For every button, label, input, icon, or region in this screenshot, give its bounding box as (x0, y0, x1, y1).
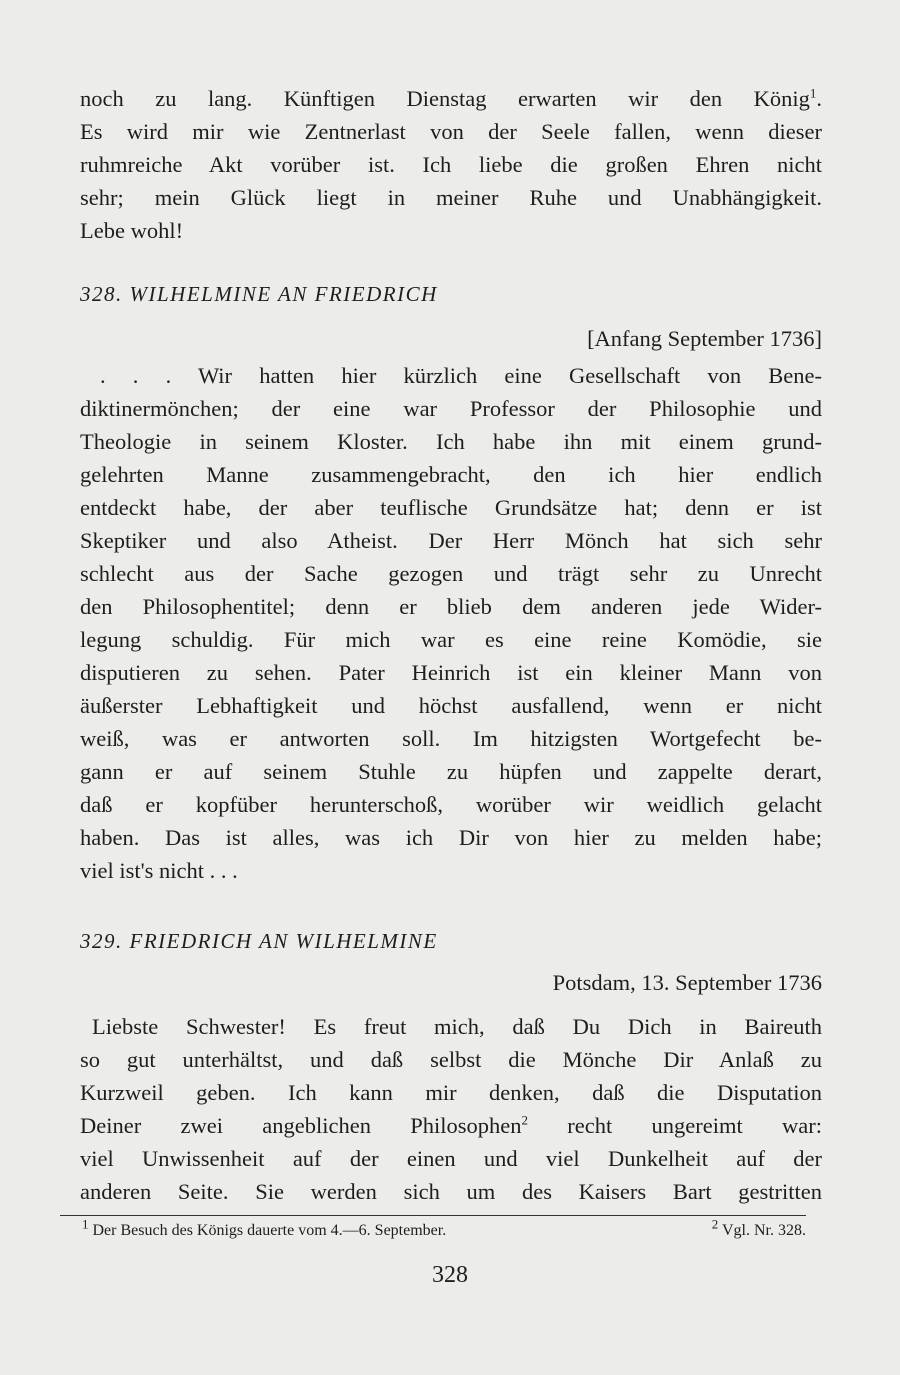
text-line: Es wird mir wie Zentnerlast von der Seele fallen, wenn dieser (80, 119, 822, 144)
letter-329-date: Potsdam, 13. September 1736 (552, 970, 822, 995)
text-line: weiß, was er antworten soll. Im hitzigsten Wortgefecht be- (80, 726, 822, 751)
text-line: disputieren zu sehen. Pater Heinrich ist ein kleiner Mann von (80, 660, 822, 685)
text-line: Deiner zwei angeblichen Philosophen$^2$ recht ungereimt war: (80, 1112, 822, 1138)
letter-328-heading: 328. WILHELMINE AN FRIEDRICH (80, 282, 438, 306)
text-line: gelehrten Manne zusammengebracht, den ich hier endlich (80, 462, 822, 487)
text-line: anderen Seite. Sie werden sich um des Kaisers Bart gestritten (80, 1179, 822, 1204)
page-number: 328 (432, 1262, 468, 1288)
footnote-ref: 2 (521, 1112, 528, 1128)
intro-paragraph (80, 82, 822, 247)
text-line: den Philosophentitel; denn er blieb dem anderen jede Wider- (80, 594, 822, 619)
text-line: entdeckt habe, der aber teuflische Grundsätze hat; denn er ist (80, 495, 822, 520)
letter-328-date: [Anfang September 1736] (587, 326, 822, 351)
footnote-1: $^1$ Der Besuch des Königs dauerte vom 4.—6. September. (82, 1216, 447, 1239)
text-line: diktinermönchen; der eine war Professor der Philosophie und (80, 396, 822, 421)
text-line: viel Unwissenheit auf der einen und viel Dunkelheit auf der (80, 1146, 822, 1171)
letter-329-heading: 329. FRIEDRICH AN WILHELMINE (80, 929, 438, 953)
text-line: Kurzweil geben. Ich kann mir denken, daß die Disputation (80, 1080, 822, 1105)
text-line: sehr; mein Glück liegt in meiner Ruhe und Unabhängigkeit. (80, 185, 822, 210)
text-line: äußerster Lebhaftigkeit und höchst ausfallend, wenn er nicht (80, 693, 822, 718)
text-line: Skeptiker und also Atheist. Der Herr Mönch hat sich sehr (80, 528, 822, 553)
text-line: Liebste Schwester! Es freut mich, daß Du Dich in Baireuth (92, 1014, 822, 1039)
text-line: gann er auf seinem Stuhle zu hüpfen und zappelte derart, (80, 759, 822, 784)
letter-328-body (80, 359, 822, 887)
text-line: schlecht aus der Sache gezogen und trägt sehr zu Unrecht (80, 561, 822, 586)
text-line: daß er kopfüber herunterschoß, worüber wir weidlich gelacht (80, 792, 822, 817)
footnote-ref: 1 (809, 85, 817, 101)
text-line: . . . Wir hatten hier kürzlich eine Gesellschaft von Bene- (100, 363, 822, 388)
footnote-2: $^2$ Vgl. Nr. 328. (711, 1216, 806, 1239)
footnote-divider (60, 1215, 806, 1216)
text-line: legung schuldig. Für mich war es eine reine Komödie, sie (80, 627, 822, 652)
text-line: viel ist's nicht . . . (80, 858, 238, 883)
text-line: Lebe wohl! (80, 218, 184, 243)
text-line: Theologie in seinem Kloster. Ich habe ihn mit einem grund- (80, 429, 822, 454)
footnotes (82, 1216, 806, 1240)
text-line: so gut unterhältst, und daß selbst die Mönche Dir Anlaß zu (80, 1047, 822, 1072)
text-line: haben. Das ist alles, was ich Dir von hier zu melden habe; (80, 825, 822, 850)
letter-329-body (80, 1010, 822, 1208)
text-line: ruhmreiche Akt vorüber ist. Ich liebe die großen Ehren nicht (80, 152, 822, 177)
text-line: noch zu lang. Künftigen Dienstag erwarten wir den König$^1$. (80, 85, 822, 111)
